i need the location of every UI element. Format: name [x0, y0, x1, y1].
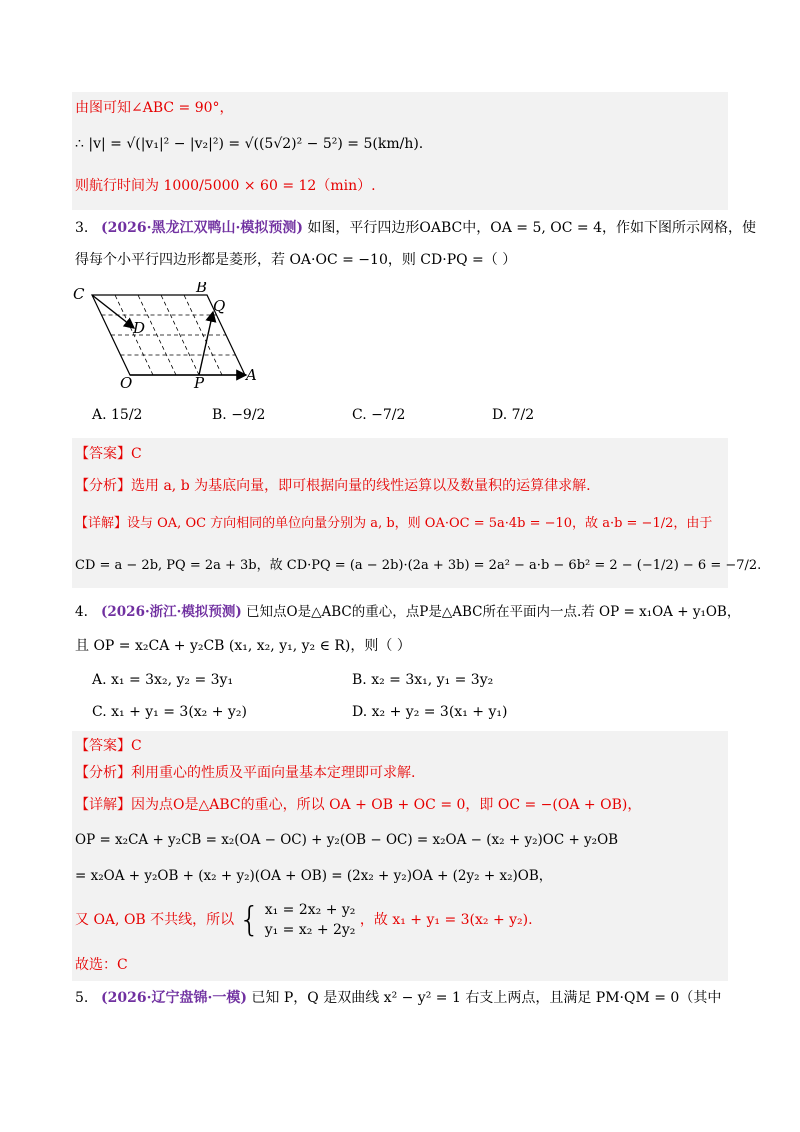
q4-choice: 故选：C: [75, 957, 128, 973]
q4-detail-line1: 【详解】因为点O是△ABC的重心，所以 OA + OB + OC = 0，即 OC = −(OA + OB)，: [75, 797, 642, 813]
q3-option-b[interactable]: [212, 405, 265, 425]
q3-analysis: 【分析】选用 a, b 为基底向量，即可根据向量的线性运算以及数量积的运算律求解.: [75, 478, 591, 494]
q4-option-a[interactable]: [92, 670, 233, 690]
q3-detail-line2: CD = a − 2b, PQ = 2a + 3b，故 CD·PQ = (a − 2b)·(2a + 3b) = 2a² − a·b − 6b² = 2 − (−1/2) − 6 = −7/2.: [75, 558, 762, 573]
q4-detail-line2: OP = x₂CA + y₂CB = x₂(OA − OC) + y₂(OB − OC) = x₂OA − (x₂ + y₂)OC + y₂OB: [75, 832, 619, 848]
q5-stem-line1: [75, 988, 721, 1008]
q5-stem-text1: 已知 P，Q 是双曲线 x² − y² = 1 右支上两点，且满足 PM·QM = 0（其中: [251, 990, 722, 1006]
label-A: A: [246, 366, 257, 384]
q3-option-d-value: 7/2: [511, 407, 535, 423]
q3-detail-line1: 【详解】设与 OA, OC 方向相同的单位向量分别为 a, b，则 OA·OC = 5a·4b = −10，故 a·b = −1/2，由于: [75, 516, 713, 531]
q4-system-brace: {: [238, 900, 261, 940]
label-C: C: [73, 285, 85, 303]
q3-stem-text1: 如图，平行四边形OABC中，OA = 5, OC = 4，作如下图所示网格，使: [307, 220, 757, 236]
q4-system: [265, 900, 356, 940]
prev-solution-line2: ∴ |v| = √(|v₁|² − |v₂|²) = √((5√2)² − 5²) = 5(km/h).: [75, 136, 424, 152]
label-B: B: [196, 282, 208, 296]
label-D: D: [133, 319, 146, 337]
q4-system-bottom: y₁ = x₂ + 2y₂: [264, 922, 356, 938]
q4-option-d-label: D.: [352, 704, 368, 720]
q3-stem-line1: [75, 218, 756, 238]
q5-number: 5.: [75, 990, 89, 1006]
q4-detail-line3: = x₂OA + y₂OB + (x₂ + y₂)(OA + OB) = (2x₂ + y₂)OA + (2y₂ + x₂)OB，: [75, 868, 553, 884]
q4-option-a-label: A.: [92, 672, 107, 688]
q3-answer: 【答案】C: [75, 446, 142, 462]
q3-option-a-value: 15/2: [111, 407, 143, 423]
q4-stem-line1: [75, 602, 740, 622]
prev-solution-line1: 由图可知∠ABC = 90°，: [75, 100, 234, 116]
q3-option-c-label: C.: [352, 407, 367, 423]
q4-option-a-value: x₁ = 3x₂, y₂ = 3y₁: [111, 672, 234, 688]
q4-detail-line4: [75, 900, 533, 944]
q4-option-b[interactable]: [352, 670, 493, 690]
q3-option-c[interactable]: [352, 405, 405, 425]
q3-option-d-label: D.: [492, 407, 508, 423]
q4-detail-line4a: 又 OA, OB 不共线，所以: [75, 912, 235, 928]
vector-CD: [92, 295, 134, 328]
q3-number: 3.: [75, 220, 89, 236]
q3-option-b-value: −9/2: [231, 407, 266, 423]
q3-option-a[interactable]: [92, 405, 142, 425]
q3-option-a-label: A.: [92, 407, 107, 423]
q3-parallelogram-figure: [70, 282, 270, 392]
q4-option-b-value: x₂ = 3x₁, y₁ = 3y₂: [371, 672, 494, 688]
prev-solution-line3: 则航行时间为 1000/5000 × 60 = 12（min）.: [75, 178, 376, 194]
q4-source: (2026·浙江·模拟预测): [101, 604, 242, 620]
q5-source: (2026·辽宁盘锦·一模): [101, 990, 247, 1006]
q4-stem-line2: 且 OP = x₂CA + y₂CB (x₁, x₂, y₁, y₂ ∈ R)，则（ ）: [75, 638, 411, 654]
q4-option-d-value: x₂ + y₂ = 3(x₁ + y₁): [371, 704, 508, 720]
q4-option-b-label: B.: [352, 672, 367, 688]
q4-option-c[interactable]: [92, 702, 247, 722]
label-Q: Q: [213, 297, 226, 315]
q3-source: (2026·黑龙江双鸭山·模拟预测): [101, 220, 303, 236]
q3-option-c-value: −7/2: [371, 407, 406, 423]
vector-PQ: [199, 312, 213, 375]
q3-option-b-label: B.: [212, 407, 227, 423]
label-O: O: [120, 374, 133, 392]
q4-option-d[interactable]: [352, 702, 507, 722]
q4-answer: 【答案】C: [75, 738, 142, 754]
q4-number: 4.: [75, 604, 88, 620]
q4-detail-line4b: ，故 x₁ + y₁ = 3(x₂ + y₂).: [359, 912, 533, 928]
grid-line: [161, 295, 199, 375]
label-P: P: [194, 374, 205, 392]
q4-analysis: 【分析】利用重心的性质及平面向量基本定理即可求解.: [75, 765, 416, 781]
q4-option-c-label: C.: [92, 704, 107, 720]
q3-option-d[interactable]: [492, 405, 534, 425]
q4-stem-text1: 已知点O是△ABC的重心，点P是△ABC所在平面内一点.若 OP = x₁OA + y₁OB，: [246, 604, 741, 620]
q4-system-top: x₁ = 2x₂ + y₂: [264, 902, 356, 918]
q3-stem-line2: 得每个小平行四边形都是菱形，若 OA·OC = −10，则 CD·PQ =（ ）: [75, 252, 517, 268]
q4-option-c-value: x₁ + y₁ = 3(x₂ + y₂): [111, 704, 247, 720]
